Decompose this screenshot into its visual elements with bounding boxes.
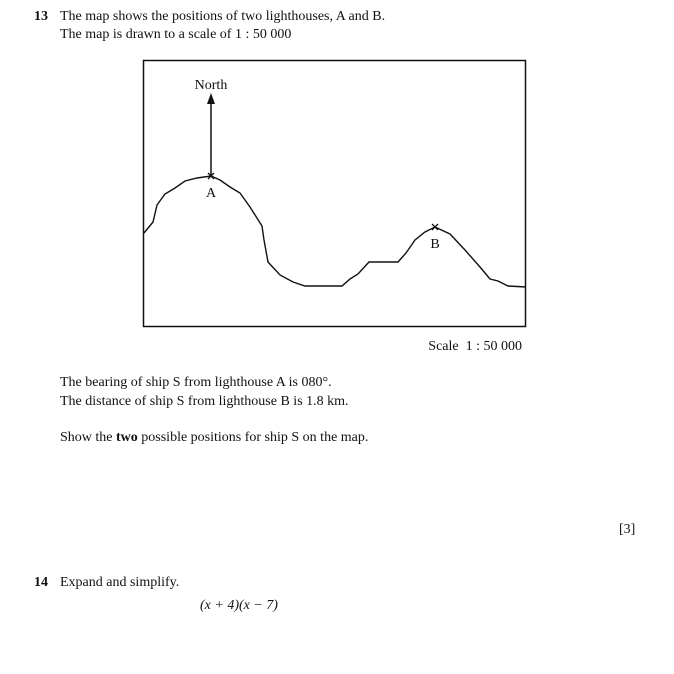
question-14-number: 14 — [34, 575, 48, 590]
question-13-number: 13 — [34, 9, 48, 24]
question-13-line-1: The map shows the positions of two lighthouses, A and B. — [60, 9, 386, 24]
north-arrow-icon — [207, 93, 215, 176]
north-label: North — [194, 78, 228, 93]
point-a-label: A — [205, 186, 217, 201]
question-13-line-2: The map is drawn to a scale of 1 : 50 000 — [60, 27, 292, 42]
instruction-text — [60, 430, 368, 446]
question-14-expression: (x + 4)(x − 7) — [200, 598, 278, 613]
instruction-bold: two — [116, 430, 138, 445]
instruction-pre: Show the — [60, 430, 116, 445]
bearing-text: The bearing of ship S from lighthouse A is 080°. — [60, 375, 332, 390]
coastline — [144, 176, 526, 287]
distance-text: The distance of ship S from lighthouse B is 1.8 km. — [60, 394, 349, 409]
question-14-prompt: Expand and simplify. — [60, 575, 180, 590]
point-b-label: B — [430, 237, 440, 252]
lighthouse-b-cross-icon — [432, 224, 438, 230]
scale-label: Scale 1 : 50 000 — [428, 339, 522, 354]
marks-label: [3] — [619, 522, 636, 537]
instruction-post: possible positions for ship S on the map. — [137, 430, 369, 445]
